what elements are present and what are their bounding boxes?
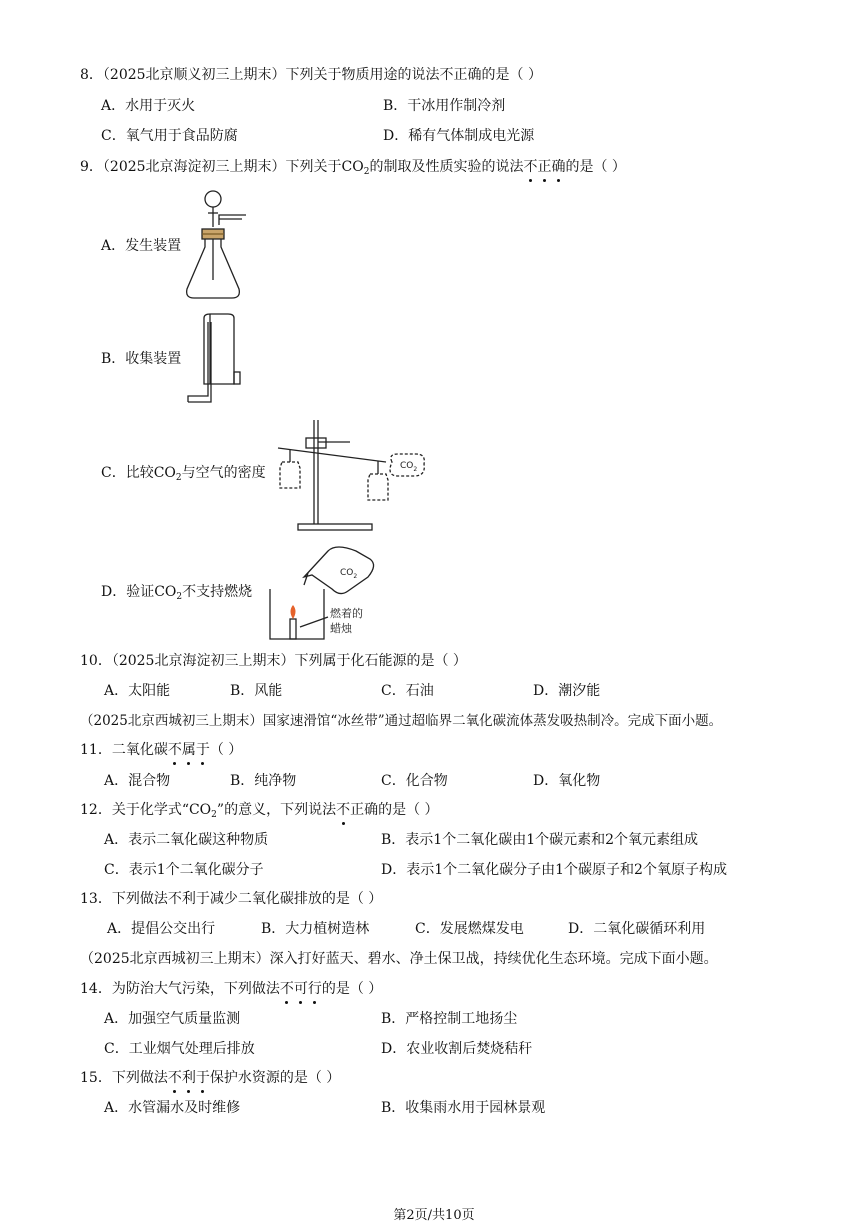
q9-fig-candle-bottle-label: $CO_2$: [340, 568, 358, 580]
q11-stem: 11．二氧化碳不属于（ ）: [80, 742, 243, 758]
page-footer: 第2页/共10页: [393, 1208, 475, 1223]
q9-option-c: C．比较$CO_2$与空气的密度: [101, 465, 266, 483]
q8-option-a: A．水用于灭火: [101, 98, 196, 114]
q12-option-a: A．表示二氧化碳这种物质: [104, 832, 269, 848]
q8-option-d: D．稀有气体制成电光源: [383, 128, 535, 144]
q13-option-c: C．发展燃煤发电: [415, 921, 524, 937]
intro-xicheng-1: （2025北京西城初三上期末）国家速滑馆“冰丝带”通过超临界二氧化碳流体蒸发吸热制冷。完成下面小题。: [80, 713, 723, 729]
q8-option-c: C．氧气用于食品防腐: [101, 128, 238, 144]
q13-option-d: D．二氧化碳循环利用: [568, 921, 706, 937]
q10-option-b: B．风能: [230, 683, 283, 699]
q15-option-b: B．收集雨水用于园林景观: [381, 1100, 546, 1116]
q14-option-d: D．农业收割后焚烧秸秆: [381, 1041, 533, 1057]
intro-xicheng-2: （2025北京西城初三上期末）深入打好蓝天、碧水、净土保卫战，持续优化生态环境。完成下面小题。: [80, 951, 718, 967]
q8-stem: 8．（2025北京顺义初三上期末）下列关于物质用途的说法不正确的是（ ）: [80, 67, 542, 83]
q10-stem: 10．（2025北京海淀初三上期末）下列属于化石能源的是（ ）: [80, 653, 467, 669]
q9-fig-balance-label: $CO_2$: [400, 461, 418, 473]
q9-fig-candle-label-1: 燃着的: [330, 607, 363, 620]
q10-option-d: D．潮汐能: [533, 683, 601, 699]
q13-stem: 13．下列做法不利于减少二氧化碳排放的是（ ）: [80, 891, 383, 907]
q12-stem: 12．关于化学式“$CO_2$”的意义，下列说法不正确的是（ ）: [80, 802, 439, 820]
q15-option-a: A．水管漏水及时维修: [104, 1100, 241, 1116]
q9-fig-balance: [276, 414, 428, 532]
q9-fig-generator: [180, 185, 250, 303]
q9-stem: 9．（2025北京海淀初三上期末）下列关于$CO_2$的制取及性质实验的说法不正确的是（ ）: [80, 159, 626, 177]
q9-option-d: D．验证$CO_2$不支持燃烧: [101, 584, 253, 602]
q9-fig-candle: [266, 545, 378, 641]
q11-option-b: B．纯净物: [230, 773, 297, 789]
q8-option-b: B．干冰用作制冷剂: [383, 98, 506, 114]
q10-option-a: A．太阳能: [104, 683, 171, 699]
q9-fig-candle-label-2: 蜡烛: [330, 622, 352, 635]
q12-option-d: D．表示1个二氧化碳分子由1个碳原子和2个氧原子构成: [381, 862, 727, 878]
q13-option-a: A．提倡公交出行: [107, 921, 216, 937]
q11-option-c: C．化合物: [381, 773, 448, 789]
q14-option-b: B．严格控制工地扬尘: [381, 1011, 518, 1027]
q9-option-b: B．收集装置: [101, 351, 182, 367]
q11-option-d: D．氧化物: [533, 773, 601, 789]
q13-option-b: B．大力植树造林: [261, 921, 370, 937]
q10-option-c: C．石油: [381, 683, 434, 699]
q9-option-a: A．发生装置: [101, 238, 182, 254]
q12-option-c: C．表示1个二氧化碳分子: [104, 862, 264, 878]
q9-fig-collector: [186, 312, 246, 404]
q15-stem: 15．下列做法不利于保护水资源的是（ ）: [80, 1070, 341, 1086]
q12-option-b: B．表示1个二氧化碳由1个碳元素和2个氧元素组成: [381, 832, 699, 848]
q14-option-c: C．工业烟气处理后排放: [104, 1041, 255, 1057]
q14-stem: 14．为防治大气污染，下列做法不可行的是（ ）: [80, 981, 383, 997]
q14-option-a: A．加强空气质量监测: [104, 1011, 241, 1027]
q11-option-a: A．混合物: [104, 773, 171, 789]
candle-flame-icon: [291, 605, 296, 619]
